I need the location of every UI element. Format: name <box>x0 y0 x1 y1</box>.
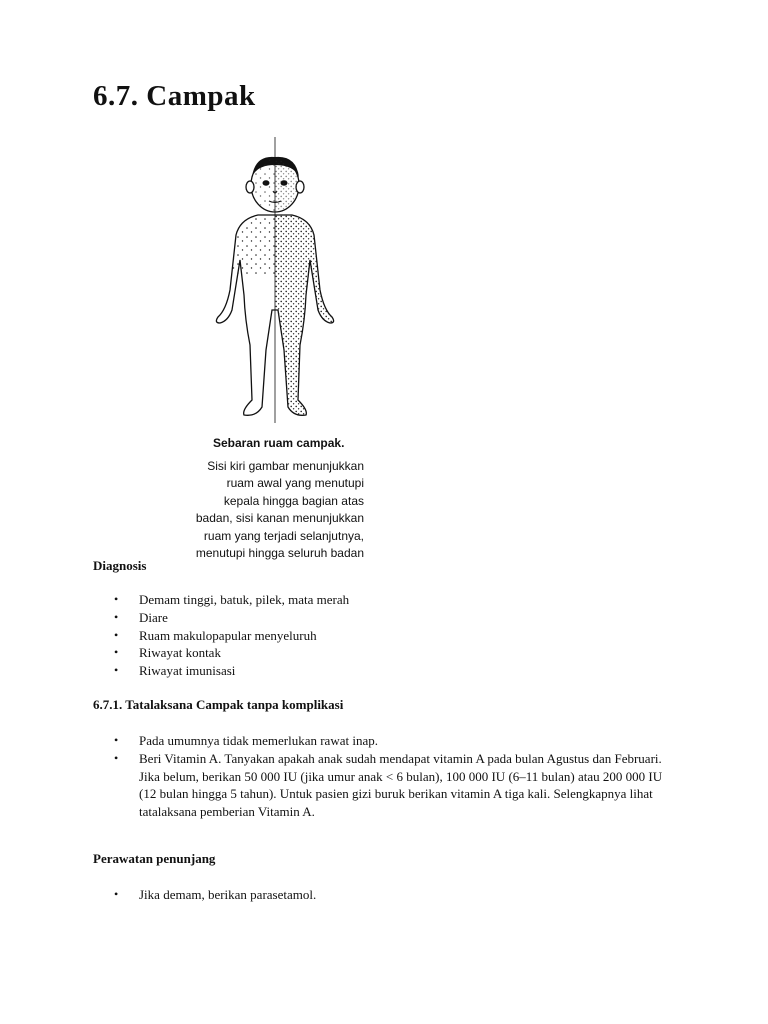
bullet-icon: • <box>114 733 119 747</box>
bullet-icon: • <box>114 663 119 678</box>
list-item <box>93 662 683 680</box>
caption-line: ruam awal yang menutupi <box>226 476 364 491</box>
caption-line: menutupi hingga seluruh badan <box>195 546 364 561</box>
list-item-text: Demam tinggi, batuk, pilek, mata merah <box>139 592 350 607</box>
bullet-icon: • <box>114 609 119 624</box>
list-item-text: Pada umumnya tidak memerlukan rawat inap. <box>139 733 378 748</box>
list-item <box>93 609 683 627</box>
list-item-text: Riwayat kontak <box>139 645 221 661</box>
list-item <box>93 732 683 750</box>
caption-line: ruam yang terjadi selanjutnya, <box>203 528 364 543</box>
list-item <box>93 886 683 904</box>
list-item-text: Diare <box>139 609 168 625</box>
list-item-text: Riwayat imunisasi <box>139 663 236 679</box>
measles-rash-illustration <box>200 135 350 425</box>
list-item-text: Beri Vitamin A. Tanyakan apakah anak sudah mendapat vitamin A pada bulan Agustus dan Februari. Jika belum, berikan 50 000 IU (jika umur anak < 6 bulan), 100 000 IU (6–11 bulan) atau 200 000 IU (12 bulan hingga 5 tahun). Untuk pasien gizi buruk berikan vitamin A tiga kali. Selengkapnya lihat tatalaksana pemberian Vitamin A. <box>139 750 663 820</box>
page-title: 6.7. Campak <box>93 80 256 112</box>
list-item <box>93 591 683 609</box>
caption-line: badan, sisi kanan menunjukkan <box>195 511 364 526</box>
bullet-icon: • <box>114 627 119 642</box>
child-body-drawing <box>200 135 350 425</box>
perawatan-heading: Perawatan penunjang <box>93 851 216 866</box>
bullet-icon: • <box>114 750 119 765</box>
list-item <box>93 750 683 821</box>
tatalaksana-list <box>93 732 683 821</box>
diagnosis-heading: Diagnosis <box>93 558 147 573</box>
perawatan-list <box>93 886 683 904</box>
bullet-icon: • <box>114 592 119 606</box>
caption-line: Sisi kiri gambar menunjukkan <box>207 459 364 473</box>
diagnosis-list <box>93 591 683 680</box>
bullet-icon: • <box>114 887 119 901</box>
bullet-icon: • <box>114 645 119 660</box>
figure-caption-title: Sebaran ruam campak. <box>213 436 345 450</box>
list-item-text: Ruam makulopapular menyeluruh <box>139 627 317 643</box>
tatalaksana-heading: 6.7.1. Tatalaksana Campak tanpa komplikasi <box>93 697 344 712</box>
figure-caption <box>160 458 364 562</box>
list-item-text: Jika demam, berikan parasetamol. <box>139 887 317 902</box>
caption-line: kepala hingga bagian atas <box>223 493 364 508</box>
list-item <box>93 627 683 645</box>
list-item <box>93 644 683 662</box>
